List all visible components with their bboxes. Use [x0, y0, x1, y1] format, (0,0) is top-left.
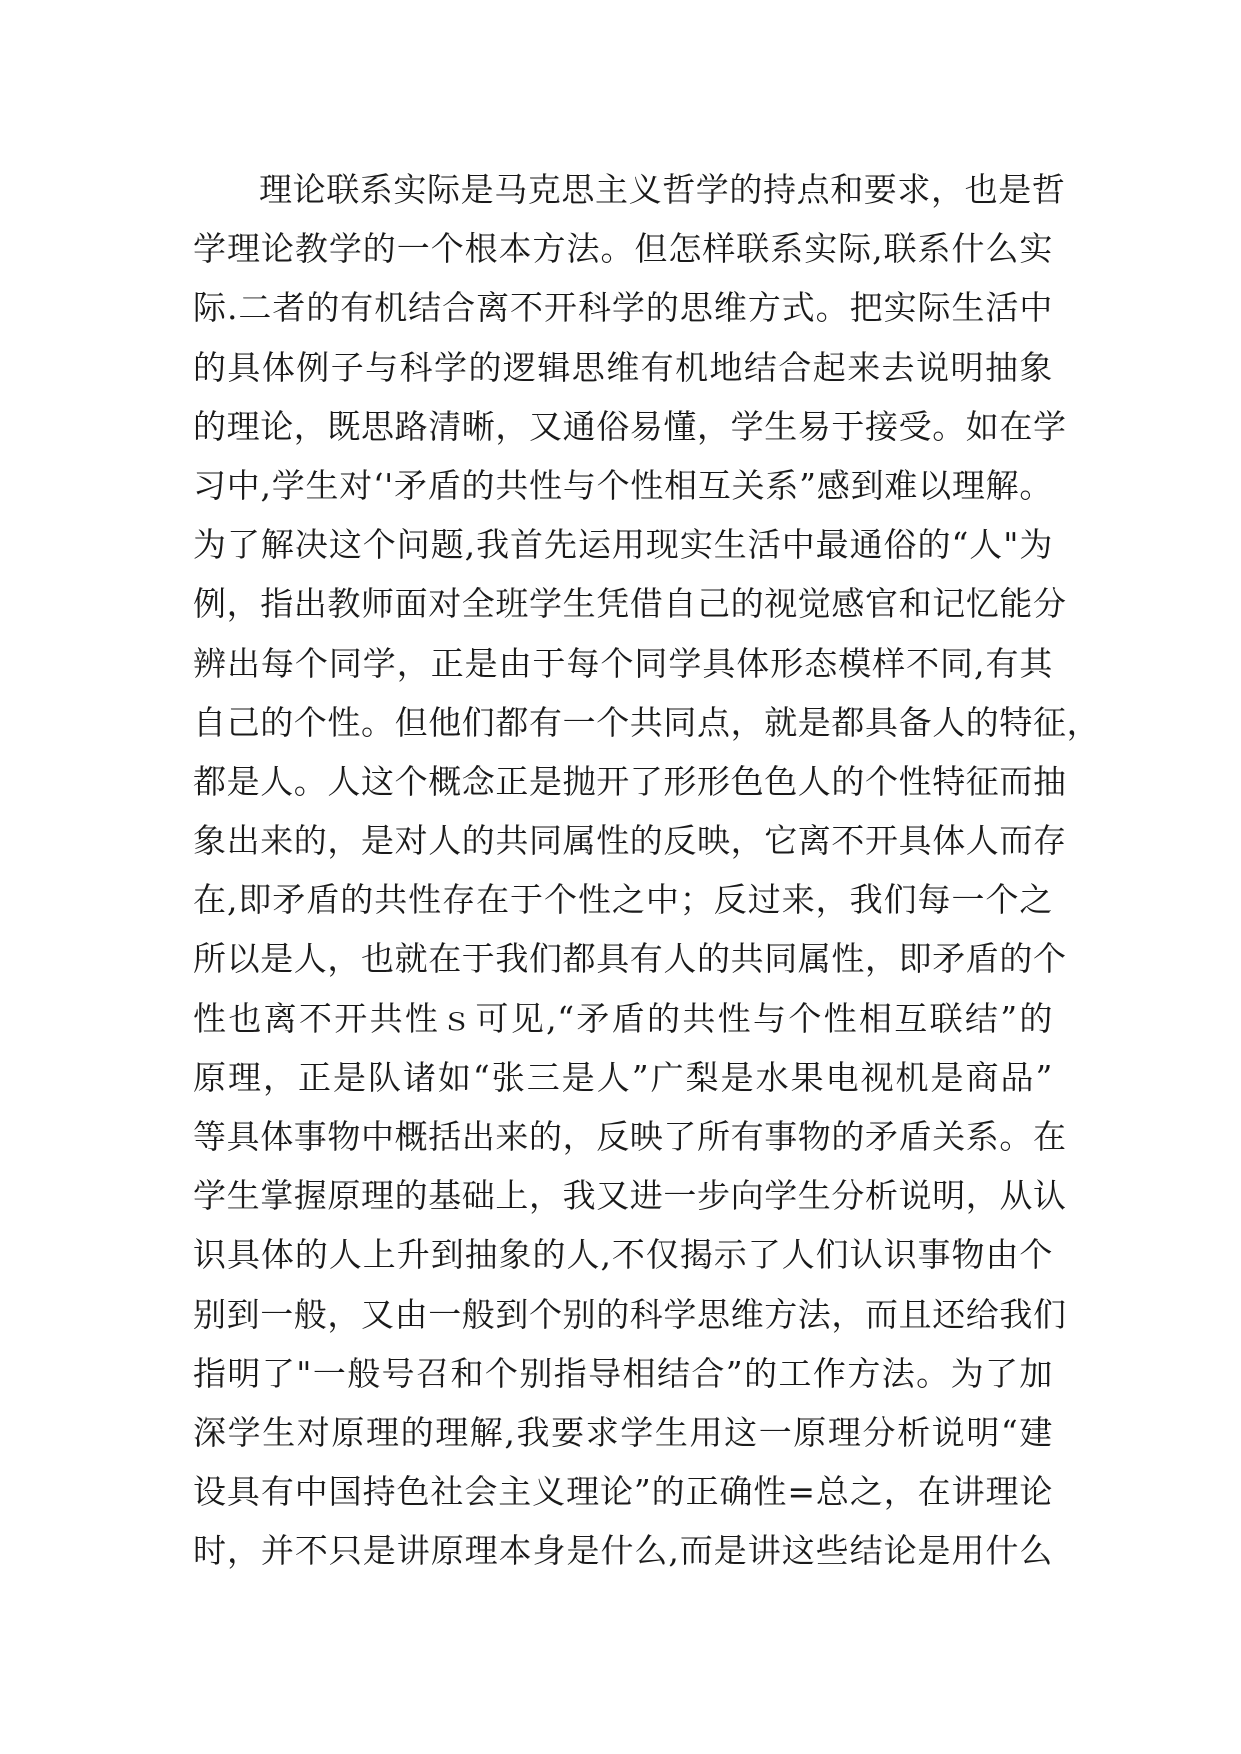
paragraph-line: 学生掌握原理的基础上，我又进一步向学生分析说明，从认 [193, 1176, 1067, 1216]
paragraph-line: 设具有中国持色社会主义理论”的正确性=总之，在讲理论 [193, 1472, 1053, 1512]
paragraph-line: 都是人。人这个概念正是抛开了形形色色人的个性特征而抽 [193, 761, 1067, 801]
paragraph-line: 在,即矛盾的共性存在于个性之中；反过来，我们每一个之 [193, 880, 1053, 920]
paragraph-line: 的具体例子与科学的逻辑思维有机地结合起来去说明抽象 [193, 347, 1053, 387]
paragraph-line: 为了解决这个问题,我首先运用现实生活中最通俗的“人"为 [193, 525, 1053, 565]
paragraph-line: 性也离不开共性ｓ可见,“矛盾的共性与个性相互联结”的 [193, 998, 1053, 1038]
paragraph-line: 学理论教学的一个根本方法。但怎样联系实际,联系什么实 [193, 229, 1053, 269]
paragraph-line: 际.二者的有机结合离不开科学的思维方式。把实际生活中 [193, 288, 1053, 328]
paragraph-line: 指明了"一般号召和个别指导相结合”的工作方法。为了加 [193, 1353, 1053, 1393]
paragraph-line: 所以是人，也就在于我们都具有人的共同属性，即矛盾的个 [193, 939, 1067, 979]
paragraph-line: 的理论，既思路清晰，又通俗易懂，学生易于接受。如在学 [193, 406, 1067, 446]
paragraph-line: 理论联系实际是马克思主义哲学的持点和要求，也是哲 [259, 170, 1066, 209]
paragraph-line: 别到一般，又由一般到个别的科学思维方法，而且还给我们 [193, 1294, 1067, 1334]
paragraph-line: 原理，正是队诸如“张三是人”广梨是水果电视机是商品” [193, 1057, 1053, 1097]
paragraph-line: 等具体事物中概括出来的，反映了所有事物的矛盾关系。在 [193, 1117, 1067, 1156]
paragraph-line: 自己的个性。但他们都有一个共同点，就是都具备人的特征， [193, 702, 1101, 742]
paragraph-line: 识具体的人上升到抽象的人,不仅揭示了人们认识事物由个 [193, 1235, 1053, 1275]
paragraph-line: 象出来的，是对人的共同属性的反映，它离不开具体人而存 [193, 821, 1067, 861]
paragraph-line: 例，指出教师面对全班学生凭借自己的视觉感官和记忆能分 [193, 584, 1067, 624]
paragraph-line: 辨出每个同学，正是由于每个同学具体形态模样不同,有其 [193, 643, 1053, 683]
paragraph-line: 时，并不只是讲原理本身是什么,而是讲这些结论是用什么 [193, 1531, 1053, 1571]
body-paragraph [193, 160, 1101, 1581]
paragraph-line: 习中,学生对‘'矛盾的共性与个性相互关系”感到难以理解。 [193, 465, 1053, 505]
paragraph-line: 深学生对原理的理解,我要求学生用这一原理分析说明“建 [193, 1412, 1053, 1452]
